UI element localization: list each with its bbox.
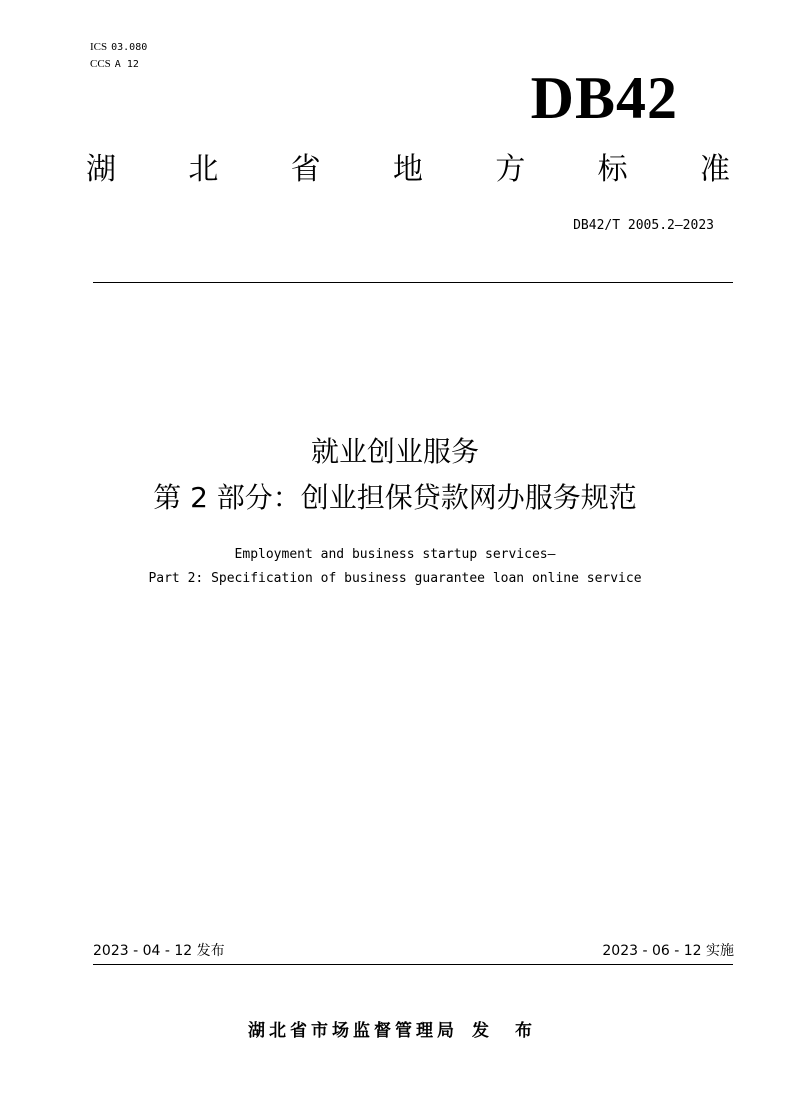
standard-type-char: 北 xyxy=(188,152,219,187)
ics-code-line xyxy=(90,40,147,55)
standard-mark: DB42 xyxy=(530,65,678,131)
standard-number: DB42/T 2005.2—2023 xyxy=(573,218,714,233)
standard-type-char: 方 xyxy=(495,152,526,187)
title-cn-line1: 就业创业服务 xyxy=(310,435,479,468)
issuer-name: 湖北省市场监督管理局 xyxy=(248,1021,459,1041)
ccs-code-line xyxy=(90,57,139,72)
title-en-line2: Part 2: Specification of business guarantee loan online service xyxy=(148,571,642,586)
standard-type-char: 地 xyxy=(392,152,423,187)
issuer-action: 发 布 xyxy=(472,1021,542,1041)
ccs-code: A 12 xyxy=(114,59,139,70)
ics-label: ICS xyxy=(90,41,108,53)
standard-type-char: 湖 xyxy=(86,152,116,187)
title-en-line1: Employment and business startup services— xyxy=(234,547,556,562)
implementation-date: 2023 - 06 - 12 实施 xyxy=(602,943,734,959)
standard-type-char: 准 xyxy=(699,152,730,187)
standard-type-char: 标 xyxy=(597,152,628,187)
top-divider xyxy=(93,282,733,283)
ics-code: 03.080 xyxy=(111,42,148,53)
issuer-line xyxy=(0,1020,790,1042)
bottom-divider xyxy=(93,964,733,965)
ccs-label: CCS xyxy=(90,58,111,70)
title-cn-line2: 第 2 部分：创业担保贷款网办服务规范 xyxy=(153,481,637,514)
standard-type-heading xyxy=(86,150,730,190)
standard-type-char: 省 xyxy=(290,152,321,187)
issue-date: 2023 - 04 - 12 发布 xyxy=(93,943,225,959)
